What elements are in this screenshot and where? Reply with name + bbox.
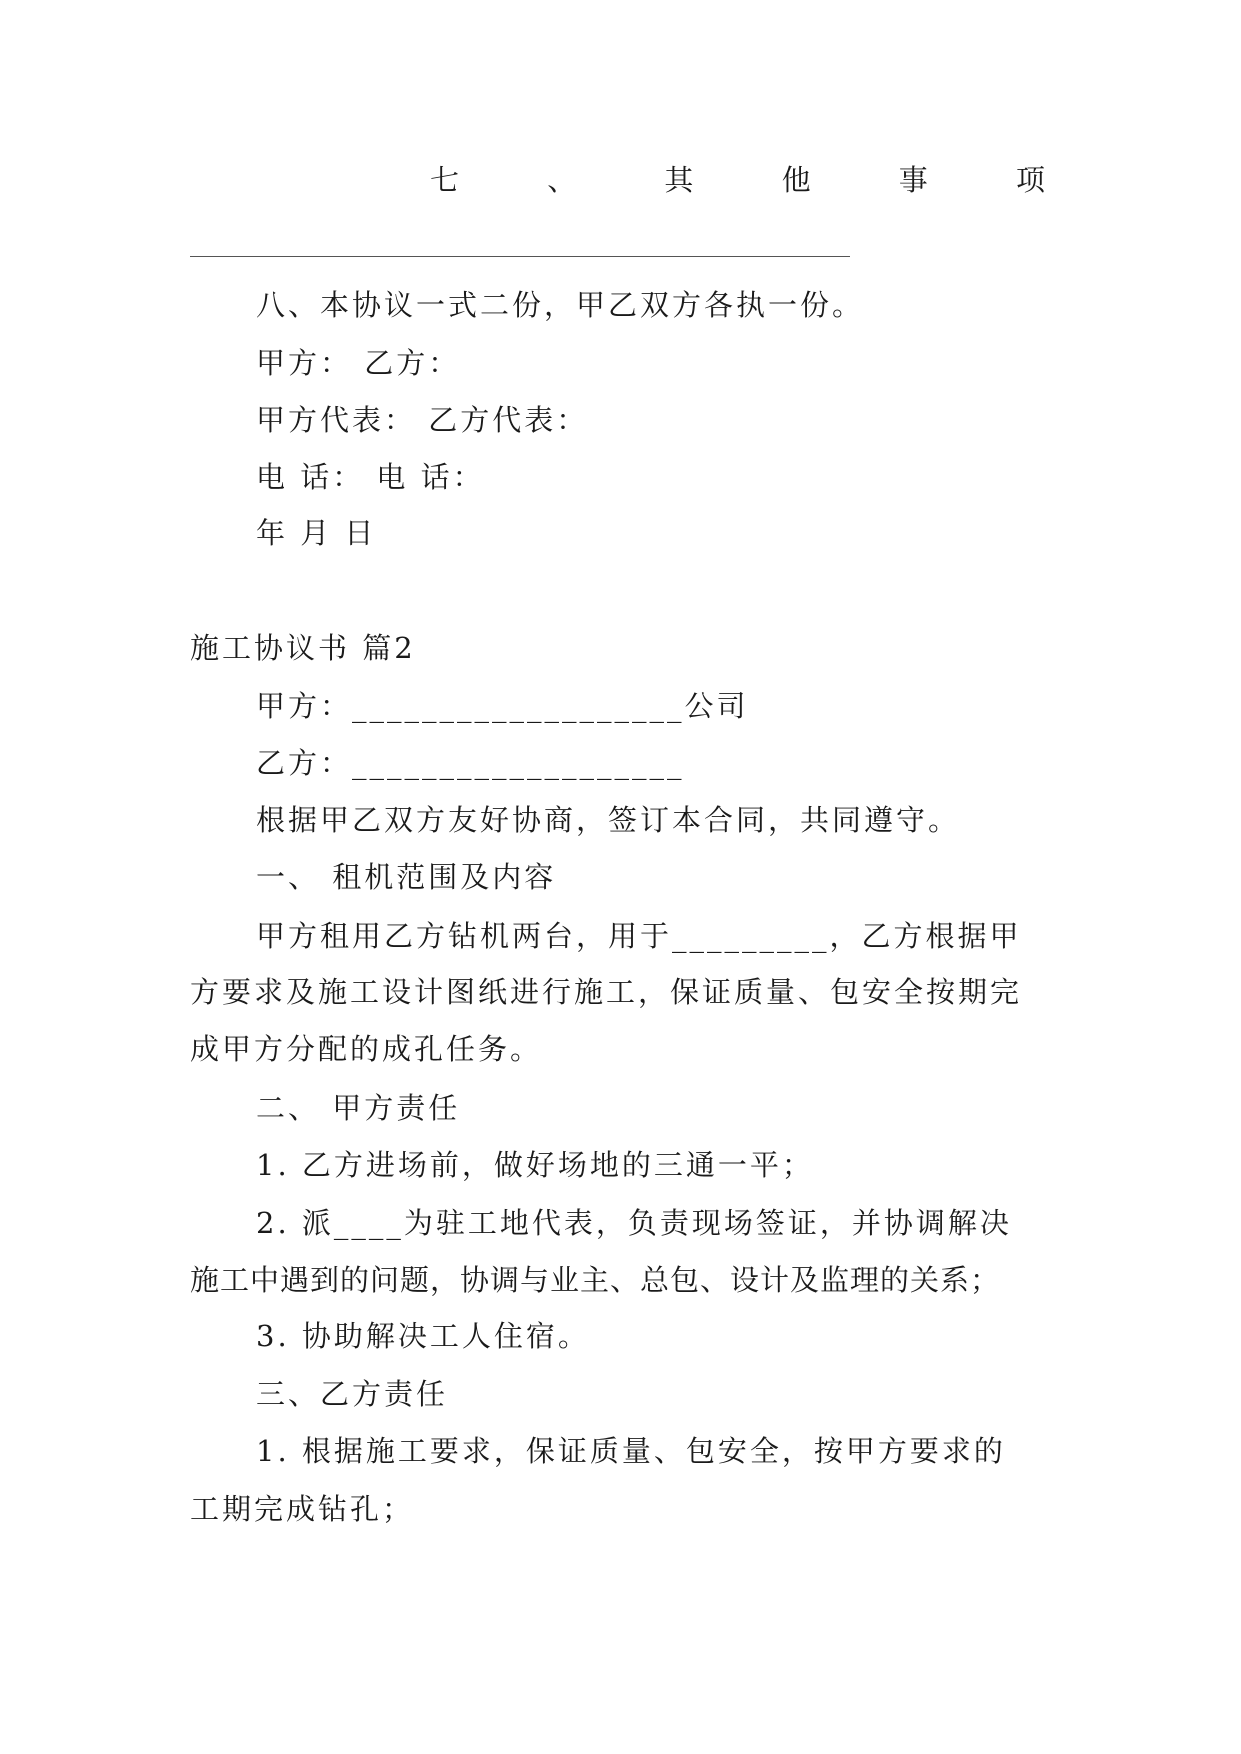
copies-clause: 八、本协议一式二份，甲乙双方各执一份。 xyxy=(256,288,865,322)
phone-line: 电 话： 电 话： xyxy=(256,460,485,494)
paragraph-line: 成甲方分配的成孔任务。 xyxy=(190,1032,543,1066)
party-a-line: 甲方：___________________公司 xyxy=(256,689,749,723)
heading-char: 他 xyxy=(781,163,811,197)
heading-char: 七 xyxy=(430,163,460,197)
paragraph-line: 甲方租用乙方钻机两台，用于_________，乙方根据甲 xyxy=(256,919,1022,953)
list-item: 3. 协助解决工人住宿。 xyxy=(256,1319,590,1353)
heading-char: 、 xyxy=(547,163,577,197)
blank-fill-line xyxy=(190,256,850,257)
section-heading: 一、 租机范围及内容 xyxy=(256,860,557,894)
document-title: 施工协议书 篇2 xyxy=(190,631,416,665)
list-item: 2. 派____为驻工地代表，负责现场签证，并协调解决 xyxy=(256,1206,1012,1240)
list-item: 1. 乙方进场前，做好场地的三通一平； xyxy=(256,1148,814,1182)
party-b-line: 乙方：___________________ xyxy=(256,746,685,780)
section-seven-heading xyxy=(430,160,1045,200)
heading-char: 项 xyxy=(1015,163,1045,197)
paragraph-line: 方要求及施工设计图纸进行施工，保证质量、包安全按期完 xyxy=(190,975,1023,1009)
heading-char: 事 xyxy=(898,163,928,197)
list-item: 1. 根据施工要求，保证质量、包安全，按甲方要求的 xyxy=(256,1434,1006,1468)
date-line: 年 月 日 xyxy=(256,516,377,550)
heading-char: 其 xyxy=(664,163,694,197)
list-item-continuation: 施工中遇到的问题，协调与业主、总包、设计及监理的关系； xyxy=(190,1263,1001,1297)
party-signature-line: 甲方： 乙方： xyxy=(256,346,461,380)
list-item-continuation: 工期完成钻孔； xyxy=(190,1492,415,1526)
section-heading: 二、 甲方责任 xyxy=(256,1091,461,1125)
section-heading: 三、乙方责任 xyxy=(256,1377,449,1411)
representative-signature-line: 甲方代表： 乙方代表： xyxy=(256,403,589,437)
preamble: 根据甲乙双方友好协商，签订本合同，共同遵守。 xyxy=(256,803,961,837)
